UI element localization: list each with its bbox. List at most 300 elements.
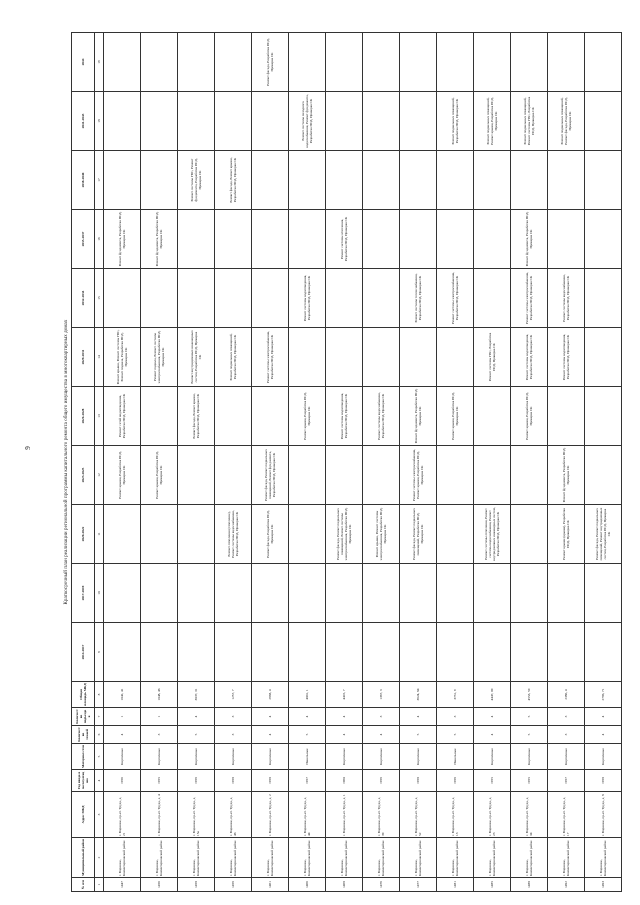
plan-2023-cell <box>585 446 622 505</box>
plan-2044-cell <box>289 33 326 92</box>
floors-cell: 4 <box>363 726 400 744</box>
column-number-row <box>95 33 104 892</box>
row-number: 1456 <box>141 878 178 892</box>
column-number: 14 <box>95 328 104 387</box>
floors-cell: 4 <box>252 726 289 744</box>
wall-material-cell: Кирпичные <box>141 744 178 770</box>
plan-2035-cell <box>178 210 215 269</box>
wall-material-cell: Кирпичные <box>252 744 289 770</box>
district-cell: г. Воронеж, Коминтерновский район <box>585 838 622 878</box>
floors-cell: 3 <box>215 726 252 744</box>
plan-2029-cell: Ремонт крыши, Ремонт системы ГВС, Ремонт подвала, Разработка ПСД, Проверка СК <box>104 328 141 387</box>
plan-2017-cell <box>585 564 622 623</box>
plan-2038-cell <box>474 151 511 210</box>
address-cell: г. Воронеж, пр-кт. Труда, д. 8 <box>585 792 622 838</box>
plan-2026-cell: Ремонт крыши, Разработка ПСД, Проверка СК <box>437 387 474 446</box>
row-number: 1466 <box>289 878 326 892</box>
plan-2014-cell <box>178 623 215 682</box>
table-row <box>141 33 178 892</box>
header-row <box>72 33 95 892</box>
plan-2044-cell <box>326 33 363 92</box>
column-number: 18 <box>95 92 104 151</box>
row-number: 1476 <box>363 878 400 892</box>
plan-2026-cell <box>141 387 178 446</box>
row-number: 1459 <box>215 878 252 892</box>
column-number: 10 <box>95 564 104 623</box>
plan-2020-cell: Ремонт фасада, Ремонт подвальных помещений, Разработка ПСД, Проверка СК <box>400 505 437 564</box>
plan-2023-cell <box>289 446 326 505</box>
plan-2044-cell <box>178 33 215 92</box>
plan-2014-cell <box>511 623 548 682</box>
area-cell: 1042, 41 <box>104 682 141 708</box>
address-cell: г. Воронеж, пр-кт. Труда, д. 21 <box>104 792 141 838</box>
column-header: 2041-2043 <box>72 92 95 151</box>
column-header: 2026-2028 <box>72 387 95 446</box>
area-cell: 1367, 3 <box>363 682 400 708</box>
entrances-cell: 4 <box>474 708 511 726</box>
year-cell: 1958 <box>252 770 289 792</box>
plan-2029-cell: Ремонт системы электроснабжения, Разработка ПСД, Проверка СК <box>252 328 289 387</box>
address-cell: г. Воронеж, пр-кт. Труда, д. 17 <box>548 792 585 838</box>
area-cell: 3624, 84 <box>400 682 437 708</box>
column-number: 2 <box>95 838 104 878</box>
column-number: 8 <box>95 682 104 708</box>
plan-2032-cell: Ремонт системы электроснабжения, Разработка ПСД, Проверка СК <box>437 269 474 328</box>
year-cell: 1958 <box>585 770 622 792</box>
plan-2026-cell: Ремонт системы водоснабжения, Разработка ПСД, Проверка СК <box>363 387 400 446</box>
entrances-cell: 4 <box>400 708 437 726</box>
table-row <box>326 33 363 892</box>
column-header: Муниципальный район <box>72 838 95 878</box>
area-cell: 3731, 9 <box>437 682 474 708</box>
plan-2014-cell <box>326 623 363 682</box>
column-number: 16 <box>95 210 104 269</box>
plan-2035-cell <box>437 210 474 269</box>
plan-2035-cell <box>474 210 511 269</box>
plan-2023-cell: Ремонт крыши, Разработка ПСД, Проверка СК <box>141 446 178 505</box>
address-cell: г. Воронеж, пр-кт. Труда, д. 46 <box>215 792 252 838</box>
year-cell: 1958 <box>215 770 252 792</box>
entrances-cell: 1 <box>104 708 141 726</box>
wall-material-cell: Кирпичные <box>474 744 511 770</box>
plan-2038-cell: Ремонт системы ГВС, Ремонт фундамента, Разработка ПСД, Проверка СК <box>178 151 215 210</box>
column-number: 1 <box>95 878 104 892</box>
column-number: 6 <box>95 726 104 744</box>
area-cell: 4447, 09 <box>474 682 511 708</box>
plan-2038-cell <box>400 151 437 210</box>
floors-cell: 4 <box>585 726 622 744</box>
column-number: 5 <box>95 744 104 770</box>
plan-2041-cell <box>326 92 363 151</box>
district-cell: г. Воронеж, Коминтерновский район <box>178 838 215 878</box>
plan-2023-cell <box>326 446 363 505</box>
column-header: 2029-2031 <box>72 328 95 387</box>
plan-2044-cell: Ремонт фасада, Разработка ПСД, Проверка СК <box>252 33 289 92</box>
plan-2044-cell <box>548 33 585 92</box>
column-number: 9 <box>95 623 104 682</box>
entrances-cell: 4 <box>178 708 215 726</box>
plan-2038-cell <box>437 151 474 210</box>
plan-2014-cell <box>437 623 474 682</box>
plan-2020-cell: Ремонт фасада, Разработка ПСД, Проверка СК <box>252 505 289 564</box>
plan-2014-cell <box>215 623 252 682</box>
plan-2017-cell <box>289 564 326 623</box>
plan-2023-cell: Ремонт фундамента, Разработка ПСД, Проверка СК <box>548 446 585 505</box>
wall-material-cell: Кирпичные <box>215 744 252 770</box>
document-title: Краткосрочный план реализации региональной программы капитального ремонта общего имущества в многоквартирных домах <box>64 319 69 605</box>
floors-cell: 5 <box>400 726 437 744</box>
plan-2038-cell: Ремонт фасада, Ремонт крыши, Разработка ПСД, Проверка СК <box>215 151 252 210</box>
plan-2023-cell <box>178 446 215 505</box>
column-header: 2017-2019 <box>72 564 95 623</box>
year-cell: 1959 <box>363 770 400 792</box>
plan-2017-cell <box>252 564 289 623</box>
year-cell: 1958 <box>400 770 437 792</box>
plan-2032-cell <box>252 269 289 328</box>
plan-2029-cell: Ремонт системы ГВС, Разработка ПСД, Проверка СК <box>474 328 511 387</box>
plan-2017-cell <box>437 564 474 623</box>
column-number: 13 <box>95 387 104 446</box>
plan-2041-cell <box>252 92 289 151</box>
plan-2032-cell <box>585 269 622 328</box>
address-cell: г. Воронеж, пр-кт. Труда, д. 1 <box>326 792 363 838</box>
area-cell: 1257, 7 <box>215 682 252 708</box>
address-cell: г. Воронеж, пр-кт. Труда, д. 52 <box>400 792 437 838</box>
column-number: 19 <box>95 33 104 92</box>
plan-2035-cell <box>289 210 326 269</box>
floors-cell: 3 <box>548 726 585 744</box>
plan-2032-cell: Ремонт системы теплоснабжения, Разработка ПСД, Проверка СК <box>400 269 437 328</box>
wall-material-cell: Панельные <box>289 744 326 770</box>
plan-2029-cell <box>437 328 474 387</box>
plan-2026-cell: Ремонт крыши, Разработка ПСД, Проверка СК <box>289 387 326 446</box>
plan-2035-cell <box>363 210 400 269</box>
table-row <box>104 33 141 892</box>
district-cell: г. Воронеж, Коминтерновский район <box>548 838 585 878</box>
wall-material-cell: Кирпичные <box>363 744 400 770</box>
capital-repair-table <box>71 32 622 892</box>
address-cell: г. Воронеж, пр-кт. Труда, д. 44 <box>289 792 326 838</box>
row-number: 1485 <box>474 878 511 892</box>
plan-2023-cell <box>363 446 400 505</box>
plan-2032-cell: Ремонт системы электроснабжения, Разработка ПСД, Проверка СК <box>511 269 548 328</box>
area-cell: 4416, 7 <box>326 682 363 708</box>
table-row <box>215 33 252 892</box>
plan-2041-cell <box>178 92 215 151</box>
row-number: 1477 <box>400 878 437 892</box>
column-header: 2014-2017 <box>72 623 95 682</box>
floors-cell: 4 <box>104 726 141 744</box>
table-row <box>289 33 326 892</box>
entrances-cell: 4 <box>326 708 363 726</box>
address-cell: г. Воронеж, пр-кт. Труда, д. 4 <box>141 792 178 838</box>
plan-2017-cell <box>511 564 548 623</box>
plan-2041-cell: Ремонт системы холодного водоснабжения, Ремонт фундамента, Разработка ПСД, Проверка СК <box>289 92 326 151</box>
column-header: Общая площадь МКД <box>72 682 95 708</box>
address-cell: г. Воронеж, пр-кт. Труда, д. 13 <box>437 792 474 838</box>
table-row <box>511 33 548 892</box>
column-header: Адрес МКД <box>72 792 95 838</box>
plan-2041-cell: Ремонт подвальных помещений, Разработка ПСД, Проверка СК <box>437 92 474 151</box>
plan-2023-cell <box>437 446 474 505</box>
area-cell: 2968, 4 <box>252 682 289 708</box>
district-cell: г. Воронеж, Коминтерновский район <box>326 838 363 878</box>
column-header: 2032-2034 <box>72 269 95 328</box>
plan-2014-cell <box>585 623 622 682</box>
column-number: 11 <box>95 505 104 564</box>
plan-2035-cell <box>400 210 437 269</box>
plan-2044-cell <box>215 33 252 92</box>
plan-2026-cell: Ремонт крыши, Разработка ПСД, Проверка СК <box>511 387 548 446</box>
entrances-cell: 3 <box>548 708 585 726</box>
plan-2023-cell <box>474 446 511 505</box>
plan-2041-cell <box>215 92 252 151</box>
plan-2041-cell: Ремонт подвальных помещений, Ремонт фасада, Разработка ПСД, Проверка СК <box>548 92 585 151</box>
plan-2041-cell: Ремонт подвальных помещений, Ремонт системы ГВС, Разработка ПСД, Проверка СК <box>511 92 548 151</box>
plan-2044-cell <box>585 33 622 92</box>
address-cell: г. Воронеж, пр-кт. Труда, д. 23 <box>474 792 511 838</box>
plan-2029-cell: Ремонт системы водоотведения, Разработка ПСД, Проверка СК <box>548 328 585 387</box>
year-cell: 1960 <box>326 770 363 792</box>
row-number: 1461 <box>252 878 289 892</box>
plan-2038-cell <box>252 151 289 210</box>
plan-2032-cell <box>178 269 215 328</box>
plan-2032-cell <box>474 269 511 328</box>
column-header: 2020-2022 <box>72 505 95 564</box>
plan-2017-cell <box>215 564 252 623</box>
district-cell: г. Воронеж, Коминтерновский район <box>215 838 252 878</box>
plan-2029-cell: Ремонт внутридомовых инженерных систем, Разработка ПСД, Проверка СК <box>178 328 215 387</box>
plan-2038-cell <box>548 151 585 210</box>
table-row <box>252 33 289 892</box>
plan-2035-cell <box>215 210 252 269</box>
area-cell: 3037, 31 <box>178 682 215 708</box>
wall-material-cell: Кирпичные <box>585 744 622 770</box>
entrances-cell: 4 <box>585 708 622 726</box>
wall-material-cell: Кирпичные <box>104 744 141 770</box>
plan-2026-cell: Ремонт фундамента, Разработка ПСД, Проверка СК <box>400 387 437 446</box>
year-cell: 1956 <box>104 770 141 792</box>
column-header: № п/п <box>72 878 95 892</box>
plan-2023-cell: Ремонт системы электроснабжения, Ремонт крыши, Разработка ПСД, Проверка СК <box>400 446 437 505</box>
wall-material-cell: Панельные <box>437 744 474 770</box>
plan-2017-cell <box>363 564 400 623</box>
column-header: 2044 <box>72 33 95 92</box>
floors-cell: 4 <box>474 726 511 744</box>
column-header: 2038-2040 <box>72 151 95 210</box>
plan-2038-cell <box>511 151 548 210</box>
plan-2023-cell: Ремонт крыши, Разработка ПСД, Проверка СК <box>104 446 141 505</box>
wall-material-cell: Кирпичные <box>548 744 585 770</box>
year-cell: 1957 <box>289 770 326 792</box>
plan-2017-cell <box>326 564 363 623</box>
entrances-cell: 3 <box>215 708 252 726</box>
entrances-cell: 1 <box>141 708 178 726</box>
plan-2023-cell <box>511 446 548 505</box>
plan-2032-cell <box>326 269 363 328</box>
address-cell: г. Воронеж, пр-кт. Труда, д. 2 <box>252 792 289 838</box>
plan-2035-cell: Ремонт фундамента, Разработка ПСД, Проверка СК <box>104 210 141 269</box>
table-row <box>363 33 400 892</box>
plan-2044-cell <box>437 33 474 92</box>
year-cell: 1955 <box>474 770 511 792</box>
plan-2029-cell <box>585 328 622 387</box>
year-cell: 1959 <box>437 770 474 792</box>
year-cell: 1955 <box>511 770 548 792</box>
wall-material-cell: Кирпичные <box>326 744 363 770</box>
table-row <box>548 33 585 892</box>
plan-2017-cell <box>178 564 215 623</box>
area-cell: 2796, 71 <box>585 682 622 708</box>
district-cell: г. Воронеж, Коминтерновский район <box>511 838 548 878</box>
plan-2038-cell <box>363 151 400 210</box>
column-number: 4 <box>95 770 104 792</box>
plan-2041-cell <box>104 92 141 151</box>
column-header: Количество этажей <box>72 726 95 744</box>
plan-2041-cell: Ремонт подвальных помещений, Ремонт крыши, Разработка ПСД, Проверка СК <box>474 92 511 151</box>
plan-2029-cell <box>326 328 363 387</box>
table-row <box>178 33 215 892</box>
column-number: 7 <box>95 708 104 726</box>
plan-2038-cell <box>585 151 622 210</box>
plan-2014-cell <box>400 623 437 682</box>
plan-2032-cell: Ремонт системы водоснабжения, Разработка ПСД, Проверка СК <box>548 269 585 328</box>
table-body <box>104 33 622 892</box>
row-number: 1458 <box>178 878 215 892</box>
district-cell: г. Воронеж, Коминтерновский район <box>363 838 400 878</box>
district-cell: г. Воронеж, Коминтерновский район <box>289 838 326 878</box>
plan-2020-cell: Ремонт крыши, Ремонт системы электроснабжения, Разработка ПСД, Проверка СК <box>363 505 400 564</box>
entrances-cell: 3 <box>437 708 474 726</box>
plan-2020-cell <box>104 505 141 564</box>
rotated-page <box>62 32 622 892</box>
plan-2035-cell <box>548 210 585 269</box>
page-number: 9 <box>23 446 32 450</box>
wall-material-cell: Кирпичные <box>511 744 548 770</box>
plan-2041-cell <box>585 92 622 151</box>
row-number: 1481 <box>437 878 474 892</box>
plan-2044-cell <box>400 33 437 92</box>
plan-2035-cell <box>585 210 622 269</box>
column-header: Материал стен <box>72 744 95 770</box>
plan-2020-cell <box>141 505 178 564</box>
plan-2026-cell <box>548 387 585 446</box>
plan-2020-cell <box>511 505 548 564</box>
plan-2032-cell <box>141 269 178 328</box>
address-cell: г. Воронеж, пр-кт. Труда, д. 39 <box>363 792 400 838</box>
district-cell: г. Воронеж, Коминтерновский район <box>141 838 178 878</box>
plan-2044-cell <box>141 33 178 92</box>
plan-2038-cell <box>326 151 363 210</box>
district-cell: г. Воронеж, Коминтерновский район <box>437 838 474 878</box>
plan-2044-cell <box>511 33 548 92</box>
column-number: 17 <box>95 151 104 210</box>
column-number: 3 <box>95 792 104 838</box>
plan-2014-cell <box>141 623 178 682</box>
entrances-cell: 4 <box>289 708 326 726</box>
plan-2023-cell <box>215 446 252 505</box>
table-row <box>585 33 622 892</box>
district-cell: г. Воронеж, Коминтерновский район <box>104 838 141 878</box>
plan-2029-cell <box>289 328 326 387</box>
plan-2044-cell <box>363 33 400 92</box>
wall-material-cell: Кирпичные <box>178 744 215 770</box>
plan-2029-cell: Ремонт подвальных помещений, Разработка ПСД, Проверка СК <box>215 328 252 387</box>
plan-2035-cell <box>252 210 289 269</box>
area-cell: 4553, 59 <box>511 682 548 708</box>
row-number: 1493 <box>585 878 622 892</box>
plan-2017-cell <box>400 564 437 623</box>
plan-2038-cell <box>104 151 141 210</box>
entrances-cell: 4 <box>252 708 289 726</box>
district-cell: г. Воронеж, Коминтерновский район <box>474 838 511 878</box>
area-cell: 2386, 4 <box>548 682 585 708</box>
table-row <box>437 33 474 892</box>
plan-2029-cell: Ремонт подвала, Ремонт системы электроснабжения, Разработка ПСД, Проверка СК <box>141 328 178 387</box>
plan-2017-cell <box>141 564 178 623</box>
district-cell: г. Воронеж, Коминтерновский район <box>252 838 289 878</box>
floors-cell: 3 <box>141 726 178 744</box>
plan-2017-cell <box>548 564 585 623</box>
plan-2026-cell <box>252 387 289 446</box>
column-number: 12 <box>95 446 104 505</box>
column-header: Год ввода в эксплуатацию <box>72 770 95 792</box>
district-cell: г. Воронеж, Коминтерновский район <box>400 838 437 878</box>
plan-2032-cell <box>215 269 252 328</box>
column-header: Количество подъездов <box>72 708 95 726</box>
area-cell: 4001, 1 <box>289 682 326 708</box>
plan-2020-cell: Ремонт фасада, Ремонт подвальных помещений, Ремонт внутридомовых систем, Разработка ПСД, Проверка СК <box>585 505 622 564</box>
column-header: 2035-2037 <box>72 210 95 269</box>
plan-2026-cell: Ремонт сетей водоотведения, Разработка ПСД, Проверка СК <box>104 387 141 446</box>
plan-2026-cell <box>215 387 252 446</box>
column-number: 15 <box>95 269 104 328</box>
table-row <box>400 33 437 892</box>
row-number: 1492 <box>548 878 585 892</box>
plan-2020-cell: Ремонт отопления (отопление), Ремонт системы водоснабжения, Разработка ПСД, Проверка СК <box>215 505 252 564</box>
plan-2038-cell <box>289 151 326 210</box>
plan-2032-cell: Ремонт системы водоотведения, Разработка ПСД, Проверка СК <box>289 269 326 328</box>
plan-2029-cell <box>363 328 400 387</box>
floors-cell: 4 <box>326 726 363 744</box>
area-cell: 1048, 46 <box>141 682 178 708</box>
floors-cell: 5 <box>178 726 215 744</box>
table-row <box>474 33 511 892</box>
plan-2023-cell: Ремонт фасада, Ремонт подвальных помещений, Ремонт фундамента, Разработка ПСД, Проверка СК <box>252 446 289 505</box>
floors-cell: 5 <box>289 726 326 744</box>
plan-2014-cell <box>104 623 141 682</box>
wall-material-cell: Кирпичные <box>400 744 437 770</box>
plan-2020-cell: Ремонт фасада, Ремонт подвальных помещений, Ремонт системы электроснабжения, Разработка ПСД, Проверка СК <box>326 505 363 564</box>
floors-cell: 5 <box>437 726 474 744</box>
plan-2026-cell: Ремонт фасада, Ремонт крыши, Разработка ПСД, Проверка СК <box>178 387 215 446</box>
floors-cell: 5 <box>511 726 548 744</box>
plan-2017-cell <box>104 564 141 623</box>
plan-2014-cell <box>474 623 511 682</box>
plan-2029-cell: Ремонт системы водоотведения, Разработка ПСД, Проверка СК <box>511 328 548 387</box>
plan-2026-cell <box>474 387 511 446</box>
entrances-cell: 5 <box>511 708 548 726</box>
row-number: 1488 <box>511 878 548 892</box>
plan-2026-cell: Ремонт системы водоотведения, Разработка ПСД, Проверка СК <box>326 387 363 446</box>
plan-2014-cell <box>252 623 289 682</box>
plan-2020-cell: Ремонт крыши (крыша), Разработка ПСД, Проверка СК <box>548 505 585 564</box>
plan-2041-cell <box>363 92 400 151</box>
plan-2041-cell <box>400 92 437 151</box>
plan-2020-cell <box>437 505 474 564</box>
plan-2035-cell: Ремонт фундамента, Разработка ПСД, Проверка СК <box>141 210 178 269</box>
plan-2014-cell <box>363 623 400 682</box>
